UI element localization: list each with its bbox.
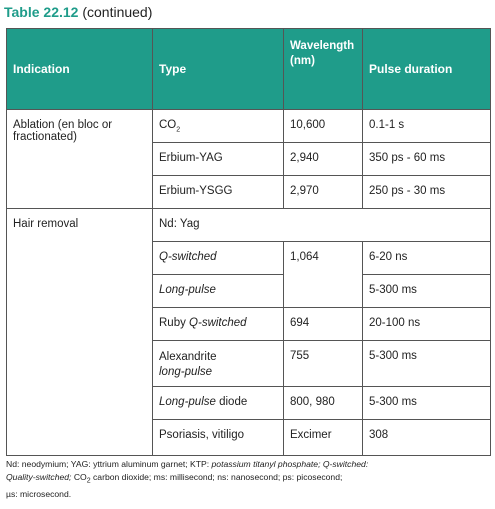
- footnote-text: carbon dioxide; ms: millisecond; ns: nanosecond; ps: picosecond;: [90, 472, 343, 482]
- header-pulse-duration: Pulse duration: [363, 29, 491, 110]
- pulse-cell: 20-100 ns: [363, 308, 491, 341]
- type-text: CO: [159, 119, 177, 131]
- type-text-italic: Long-pulse: [159, 396, 216, 408]
- wavelength-cell: 755: [284, 341, 363, 387]
- wavelength-cell: 1,064: [284, 242, 363, 308]
- type-cell: [153, 308, 284, 341]
- type-text: Ruby: [159, 317, 190, 329]
- type-text: Long-pulse: [159, 284, 216, 296]
- wavelength-cell: 308: [363, 420, 491, 456]
- pulse-cell: 250 ps - 30 ms: [363, 176, 491, 209]
- wavelength-cell: 10,600: [284, 110, 363, 143]
- laser-table: [6, 28, 491, 456]
- header-indication: Indication: [7, 29, 153, 110]
- pulse-cell: 5-300 ms: [363, 341, 491, 387]
- footnote-text: CO: [71, 472, 87, 482]
- type-cell: [153, 341, 284, 387]
- footnote-subscript: 2: [86, 477, 91, 485]
- wavelength-cell: 800, 980: [284, 387, 363, 420]
- type-cell: [153, 110, 284, 143]
- type-cell: [153, 242, 284, 275]
- pulse-cell: 6-20 ns: [363, 242, 491, 275]
- type-subscript: 2: [176, 126, 181, 134]
- type-text: Alexandrite: [159, 351, 217, 363]
- type-cell: Erbium-YAG: [153, 143, 284, 176]
- table-row: [7, 209, 491, 242]
- type-cell: [153, 275, 284, 308]
- type-text: Q-switched: [159, 251, 217, 263]
- indication-cell: Psoriasis, vitiligo: [153, 420, 284, 456]
- type-text-italic: Q-switched: [189, 317, 247, 329]
- footnote-italic: Quality-switched;: [6, 472, 72, 482]
- header-row: [7, 29, 491, 110]
- pulse-cell: 0.1-1 s: [363, 110, 491, 143]
- indication-cell: Hair removal: [7, 209, 153, 456]
- table-footnote: [6, 458, 490, 501]
- type-cell: Nd: Yag: [153, 209, 491, 242]
- footnote-text: µs: microsecond.: [6, 488, 72, 499]
- pulse-cell: 5-300 ms: [363, 275, 491, 308]
- table-row: [7, 110, 491, 143]
- type-cell: [153, 387, 284, 420]
- footnote-text: Nd: neodymium; YAG: yttrium aluminum garnet; KTP:: [6, 459, 212, 469]
- header-wavelength: Wavelength (nm): [284, 29, 363, 110]
- wavelength-cell: 694: [284, 308, 363, 341]
- footnote-italic: potassium titanyl phosphate; Q-switched:: [211, 459, 369, 469]
- table-number: Table 22.12: [4, 4, 79, 20]
- type-text-italic: long-pulse: [159, 366, 213, 378]
- wavelength-cell: 2,940: [284, 143, 363, 176]
- type-cell: Excimer: [284, 420, 363, 456]
- table-title: [4, 4, 152, 20]
- header-type: Type: [153, 29, 284, 110]
- type-text: diode: [215, 396, 248, 408]
- pulse-cell: 350 ps - 60 ms: [363, 143, 491, 176]
- pulse-cell: 5-300 ms: [363, 387, 491, 420]
- wavelength-cell: 2,970: [284, 176, 363, 209]
- type-cell: Erbium-YSGG: [153, 176, 284, 209]
- indication-cell: Ablation (en bloc or fractionated): [7, 110, 153, 209]
- table-continued: (continued): [82, 4, 153, 20]
